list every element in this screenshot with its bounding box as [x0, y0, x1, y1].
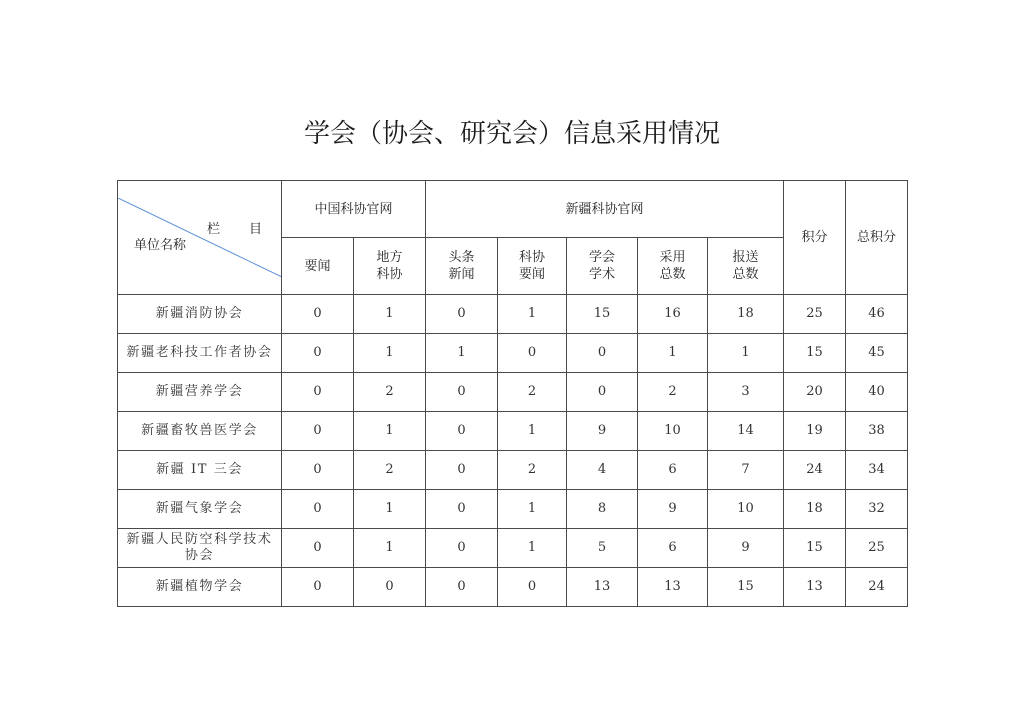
local-cast-cell: 1 [354, 295, 426, 334]
table-row [118, 373, 908, 412]
unit-name-label: 单位名称 [134, 238, 187, 253]
local-cast-cell: 1 [354, 412, 426, 451]
info-adoption-table [117, 180, 908, 607]
cast-news-cell: 1 [498, 529, 567, 568]
local-cast-cell: 1 [354, 529, 426, 568]
society-academic-cell: 15 [567, 295, 638, 334]
headline-news-cell: 0 [426, 295, 498, 334]
score-header: 积分 [784, 181, 846, 295]
column-header-local-cast: 地方 科协 [354, 238, 426, 295]
table-row [118, 490, 908, 529]
column-header-submitted-total: 报送 总数 [708, 238, 784, 295]
cast-news-cell: 2 [498, 451, 567, 490]
society-academic-cell: 13 [567, 568, 638, 607]
local-cast-cell: 2 [354, 373, 426, 412]
cast-news-cell: 0 [498, 334, 567, 373]
adopted-total-cell: 6 [638, 451, 708, 490]
column-label: 栏 目 [206, 222, 270, 237]
submitted-total-cell: 3 [708, 373, 784, 412]
unit-name-cell: 新疆人民防空科学技术协会 [118, 529, 282, 568]
unit-name-cell: 新疆畜牧兽医学会 [118, 412, 282, 451]
submitted-total-cell: 7 [708, 451, 784, 490]
unit-name-cell: 新疆 IT 三会 [118, 451, 282, 490]
total-score-cell: 25 [846, 529, 908, 568]
submitted-total-cell: 18 [708, 295, 784, 334]
headline-news-cell: 0 [426, 451, 498, 490]
headline-news-cell: 0 [426, 490, 498, 529]
headline-news-cell: 0 [426, 412, 498, 451]
headline-news-cell: 1 [426, 334, 498, 373]
submitted-total-cell: 10 [708, 490, 784, 529]
news-cell: 0 [282, 295, 354, 334]
column-header-cast-news: 科协 要闻 [498, 238, 567, 295]
news-cell: 0 [282, 334, 354, 373]
adopted-total-cell: 1 [638, 334, 708, 373]
cast-news-cell: 1 [498, 295, 567, 334]
unit-name-cell: 新疆老科技工作者协会 [118, 334, 282, 373]
score-cell: 24 [784, 451, 846, 490]
society-academic-cell: 0 [567, 334, 638, 373]
society-academic-cell: 5 [567, 529, 638, 568]
cast-news-cell: 0 [498, 568, 567, 607]
score-cell: 20 [784, 373, 846, 412]
news-cell: 0 [282, 529, 354, 568]
news-cell: 0 [282, 568, 354, 607]
submitted-total-cell: 1 [708, 334, 784, 373]
total-score-cell: 46 [846, 295, 908, 334]
score-cell: 18 [784, 490, 846, 529]
cast-news-cell: 2 [498, 373, 567, 412]
table-row [118, 334, 908, 373]
society-academic-cell: 8 [567, 490, 638, 529]
score-cell: 25 [784, 295, 846, 334]
local-cast-cell: 1 [354, 334, 426, 373]
headline-news-cell: 0 [426, 529, 498, 568]
local-cast-cell: 0 [354, 568, 426, 607]
column-header-society-academic: 学会 学术 [567, 238, 638, 295]
news-cell: 0 [282, 451, 354, 490]
total-score-cell: 34 [846, 451, 908, 490]
group-header-cast: 中国科协官网 [282, 181, 426, 238]
header-row-1 [118, 181, 908, 238]
column-header-headline-news: 头条 新闻 [426, 238, 498, 295]
unit-name-cell: 新疆消防协会 [118, 295, 282, 334]
group-header-xast: 新疆科协官网 [426, 181, 784, 238]
submitted-total-cell: 14 [708, 412, 784, 451]
news-cell: 0 [282, 412, 354, 451]
table-row [118, 295, 908, 334]
total-score-cell: 24 [846, 568, 908, 607]
news-cell: 0 [282, 373, 354, 412]
total-score-cell: 32 [846, 490, 908, 529]
unit-name-cell: 新疆气象学会 [118, 490, 282, 529]
score-cell: 15 [784, 529, 846, 568]
adopted-total-cell: 6 [638, 529, 708, 568]
local-cast-cell: 1 [354, 490, 426, 529]
table-row [118, 451, 908, 490]
headline-news-cell: 0 [426, 373, 498, 412]
cast-news-cell: 1 [498, 490, 567, 529]
score-cell: 15 [784, 334, 846, 373]
news-cell: 0 [282, 490, 354, 529]
adopted-total-cell: 13 [638, 568, 708, 607]
total-score-cell: 40 [846, 373, 908, 412]
unit-name-cell: 新疆营养学会 [118, 373, 282, 412]
table-row [118, 529, 908, 568]
society-academic-cell: 0 [567, 373, 638, 412]
submitted-total-cell: 9 [708, 529, 784, 568]
total-score-cell: 45 [846, 334, 908, 373]
page-title: 学会（协会、研究会）信息采用情况 [303, 119, 720, 149]
score-cell: 13 [784, 568, 846, 607]
column-header-adopted-total: 采用 总数 [638, 238, 708, 295]
corner-header-cell [118, 181, 282, 295]
adopted-total-cell: 16 [638, 295, 708, 334]
local-cast-cell: 2 [354, 451, 426, 490]
table-row [118, 412, 908, 451]
adopted-total-cell: 10 [638, 412, 708, 451]
headline-news-cell: 0 [426, 568, 498, 607]
total-score-header: 总积分 [846, 181, 908, 295]
score-cell: 19 [784, 412, 846, 451]
adopted-total-cell: 2 [638, 373, 708, 412]
unit-name-cell: 新疆植物学会 [118, 568, 282, 607]
adopted-total-cell: 9 [638, 490, 708, 529]
column-header-news: 要闻 [282, 238, 354, 295]
total-score-cell: 38 [846, 412, 908, 451]
table-row [118, 568, 908, 607]
cast-news-cell: 1 [498, 412, 567, 451]
submitted-total-cell: 15 [708, 568, 784, 607]
society-academic-cell: 4 [567, 451, 638, 490]
society-academic-cell: 9 [567, 412, 638, 451]
